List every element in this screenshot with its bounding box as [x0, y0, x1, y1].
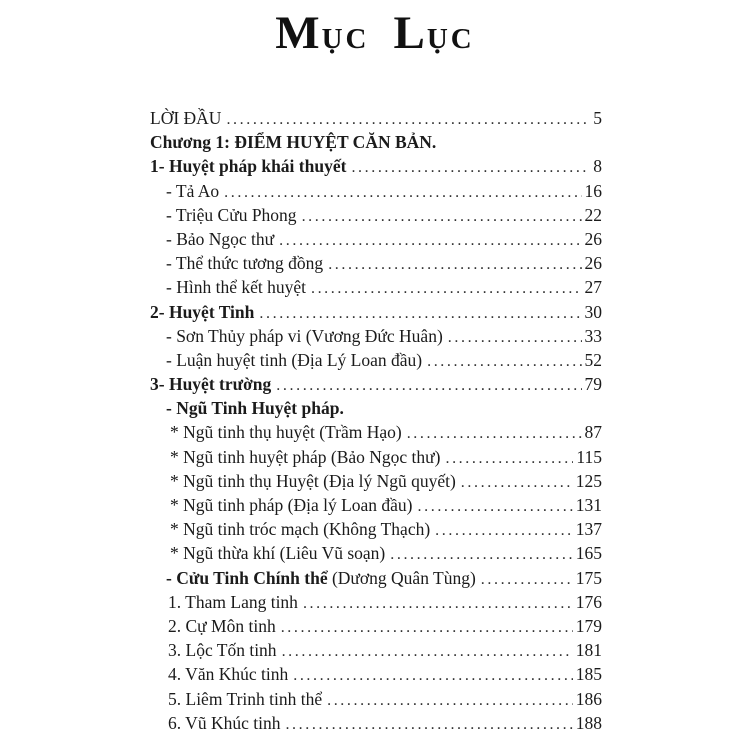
toc-entry-label-text: - Bảo Ngọc thư	[166, 228, 275, 249]
dot-leader	[476, 568, 573, 592]
toc-entry-label-text: 5. Liêm Trinh tinh thể	[168, 688, 323, 709]
toc-entry-page: 30	[584, 301, 602, 322]
dot-leader	[422, 350, 581, 374]
dot-leader	[277, 640, 573, 664]
toc-entry	[150, 203, 602, 227]
toc-entry-label	[170, 541, 385, 565]
toc-entry-label	[170, 493, 413, 517]
toc-entry-label	[170, 445, 440, 469]
toc-entry-page: 186	[575, 688, 602, 709]
toc-entry-label-text: - Sơn Thủy pháp vi (Vương Đức Huân)	[166, 325, 443, 346]
toc-entry-label-text: - Tả Ao	[166, 180, 220, 201]
toc-entry	[150, 541, 602, 565]
toc-entry-page: 115	[576, 446, 602, 467]
toc-entry-label	[166, 275, 306, 299]
toc-entry-label-text: - Hình thể kết huyệt	[166, 277, 306, 298]
toc-entry-label-text: 1. Tham Lang tinh	[168, 591, 298, 612]
toc-entry-page: 185	[575, 664, 602, 685]
title-word-rest: ỤC	[321, 23, 370, 55]
toc-entry	[150, 445, 602, 469]
toc-entry-label-bold: Chương 1: ĐIỂM HUYỆT CĂN BẢN.	[150, 132, 437, 153]
title-word-initial: M	[275, 7, 322, 59]
toc-entry-label-text: * Ngũ tinh pháp (Địa lý Loan đầu)	[170, 495, 413, 515]
toc-entry-label-text: * Ngũ tinh tróc mạch (Không Thạch)	[170, 519, 431, 540]
toc-entry-label-bold: 1- Huyệt pháp khái thuyết	[150, 156, 347, 177]
toc-entry	[150, 638, 602, 662]
toc-entry-page: 79	[584, 374, 602, 395]
page-title	[0, 6, 750, 60]
toc-entry-label-bold: - Ngũ Tinh Huyệt pháp.	[166, 398, 344, 419]
toc-entry	[150, 130, 602, 154]
toc-entry-label-text: * Ngũ tinh huyệt pháp (Bảo Ngọc thư)	[170, 446, 441, 467]
toc-entry-page: 33	[584, 325, 602, 346]
toc-entry-label	[168, 614, 276, 638]
dot-leader	[456, 471, 573, 495]
toc-entry	[150, 179, 602, 203]
toc-entry	[150, 420, 602, 444]
toc-entry	[150, 566, 602, 590]
toc-entry-page: 176	[575, 591, 602, 612]
toc-entry	[150, 662, 602, 686]
toc-entry-label	[168, 711, 280, 735]
dot-leader	[280, 713, 572, 737]
toc-entry-label-bold: - Cửu Tinh Chính thể	[166, 567, 328, 588]
toc-entry-page: 26	[584, 253, 602, 274]
toc-list	[150, 106, 602, 735]
toc-entry-label	[150, 130, 436, 154]
dot-leader	[346, 156, 590, 180]
dot-leader	[440, 447, 573, 471]
toc-entry-label	[166, 396, 344, 420]
dot-leader	[276, 616, 573, 640]
dot-leader	[323, 253, 581, 277]
dot-leader	[402, 422, 582, 446]
toc-entry-page: 188	[575, 712, 602, 733]
toc-entry-label	[170, 517, 430, 541]
toc-entry-page: 16	[584, 180, 602, 201]
dot-leader	[274, 229, 581, 253]
toc-entry-label	[166, 566, 476, 590]
toc-entry-page: 8	[593, 156, 602, 177]
dot-leader	[322, 689, 573, 713]
dot-leader	[298, 592, 573, 616]
toc-entry	[150, 227, 602, 251]
toc-entry-label	[166, 348, 422, 372]
toc-entry-label	[166, 179, 219, 203]
toc-entry-page: 131	[575, 495, 602, 515]
toc-entry-label	[168, 687, 322, 711]
dot-leader	[271, 374, 581, 398]
toc-entry	[150, 154, 602, 178]
toc-entry-label-text: 6. Vũ Khúc tinh	[168, 712, 281, 733]
dot-leader	[288, 664, 573, 688]
toc-entry-page: 87	[584, 422, 602, 443]
title-word-rest: ỤC	[426, 23, 475, 55]
toc-entry-label	[150, 154, 346, 178]
toc-entry-label	[166, 251, 323, 275]
toc-entry-page: 27	[584, 277, 602, 298]
dot-leader	[219, 181, 581, 205]
toc-entry	[150, 614, 602, 638]
title-word	[393, 7, 475, 59]
toc-entry-label	[168, 662, 288, 686]
toc-entry-label-text: 3. Lộc Tốn tinh	[168, 640, 277, 661]
toc-entry	[150, 687, 602, 711]
toc-entry-label-text: (Dương Quân Tùng)	[327, 567, 476, 588]
toc-entry-label-bold: 3- Huyệt trường	[150, 374, 272, 395]
toc-entry-label-text: 2. Cự Môn tinh	[168, 615, 276, 636]
toc-entry-page: 26	[584, 228, 602, 249]
toc-entry	[150, 275, 602, 299]
toc-entry-label	[166, 203, 297, 227]
dot-leader	[306, 277, 582, 301]
toc-entry-label	[166, 324, 443, 348]
dot-leader	[430, 519, 573, 543]
toc-entry-label-text: - Luận huyệt tinh (Địa Lý Loan đầu)	[166, 349, 423, 370]
toc-entry-label	[150, 300, 254, 324]
title-word-initial: L	[393, 7, 427, 59]
toc-entry-page: 179	[575, 615, 602, 636]
toc-entry-label	[168, 590, 298, 614]
toc-entry	[150, 348, 602, 372]
toc-entry-label-bold: 2- Huyệt Tinh	[150, 301, 255, 322]
toc-entry-label	[168, 638, 277, 662]
toc-entry	[150, 106, 602, 130]
title-word	[275, 7, 370, 59]
toc-entry	[150, 372, 602, 396]
toc-entry-page: 22	[584, 204, 602, 225]
toc-entry-label	[170, 469, 456, 493]
toc-entry-label	[166, 227, 274, 251]
dot-leader	[221, 108, 590, 132]
toc-entry	[150, 711, 602, 735]
toc-entry-page: 165	[575, 543, 602, 564]
toc-entry-page: 175	[575, 567, 602, 588]
toc-entry	[150, 251, 602, 275]
toc-entry-label-text: * Ngũ thừa khí (Liêu Vũ soạn)	[170, 543, 386, 564]
toc-entry	[150, 300, 602, 324]
dot-leader	[443, 326, 582, 350]
dot-leader	[385, 543, 573, 567]
toc-entry-page: 5	[593, 108, 602, 128]
toc-entry	[150, 324, 602, 348]
toc-entry-page: 125	[575, 470, 602, 491]
toc-entry-label-text: * Ngũ tinh thụ Huyệt (Địa lý Ngũ quyết)	[170, 470, 456, 491]
dot-leader	[297, 205, 582, 229]
toc-entry-label-text: * Ngũ tinh thụ huyệt (Trầm Hạo)	[170, 422, 402, 443]
toc-entry-page: 137	[575, 519, 602, 540]
dot-leader	[413, 495, 573, 519]
toc-entry	[150, 517, 602, 541]
toc-entry-label-text: - Thể thức tương đồng	[166, 253, 324, 274]
dot-leader	[254, 302, 581, 326]
toc-entry	[150, 396, 602, 420]
toc-entry-label-text: 4. Văn Khúc tinh	[168, 664, 289, 685]
toc-entry	[150, 469, 602, 493]
toc-entry-page: 181	[575, 640, 602, 661]
toc-entry-label-text: LỜI ĐẦU	[150, 108, 222, 128]
toc-entry-label	[170, 420, 402, 444]
toc-entry-label-text: - Triệu Cửu Phong	[166, 204, 297, 225]
toc-entry-page: 52	[584, 349, 602, 370]
toc-entry	[150, 590, 602, 614]
toc-entry	[150, 493, 602, 517]
toc-entry-label	[150, 372, 271, 396]
toc-entry-label	[150, 106, 221, 130]
